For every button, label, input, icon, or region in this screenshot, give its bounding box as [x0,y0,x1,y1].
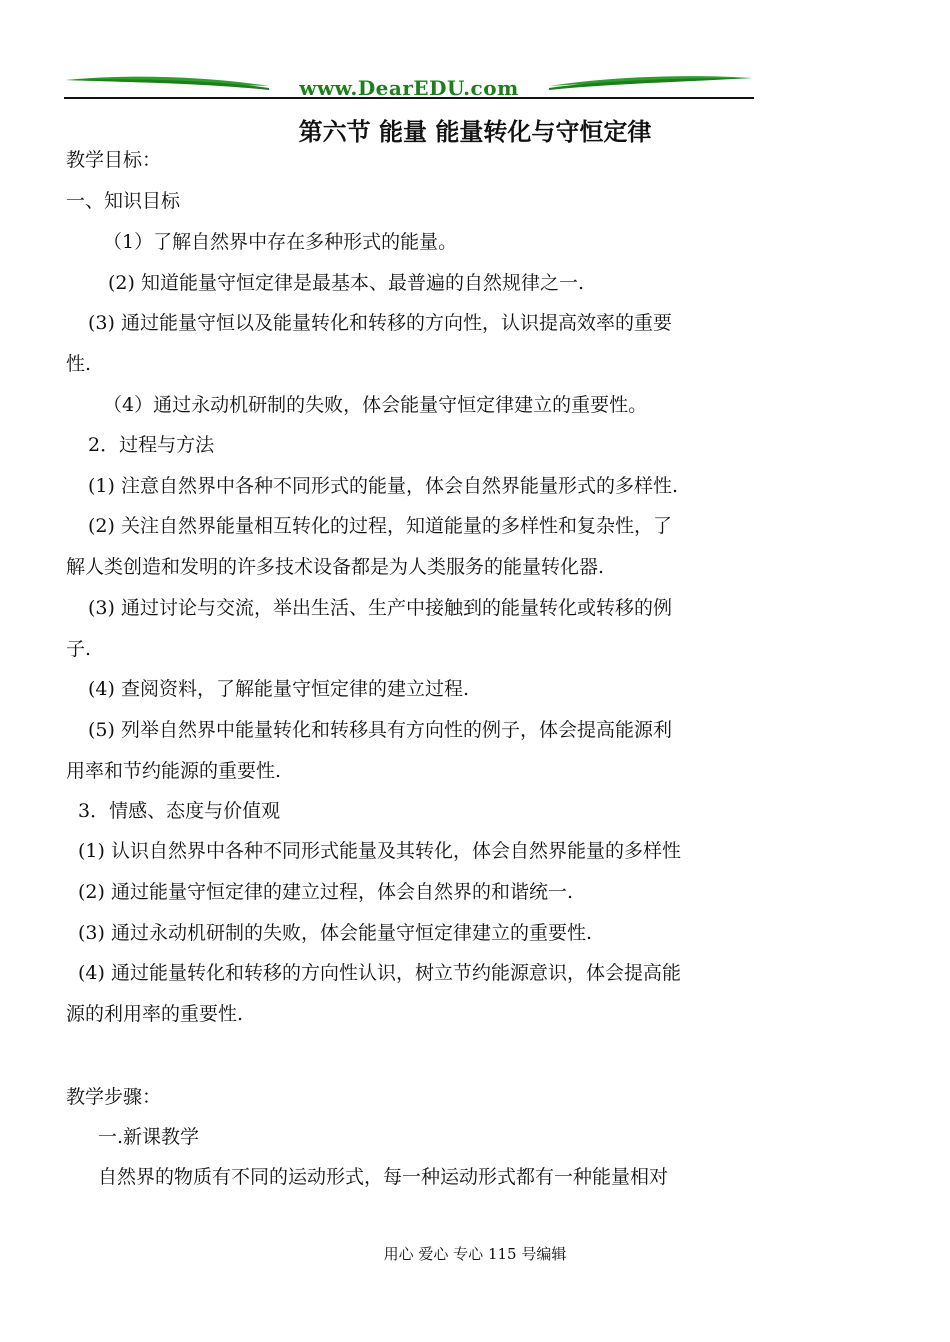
paragraph: (4) 通过能量转化和转移的方向性认识，树立节约能源意识，体会提高能 [78,962,681,984]
section-heading-steps: 教学步骤： [66,1086,162,1108]
page-title: 第六节 能量 能量转化与守恒定律 [298,117,652,146]
paragraph: (2) 关注自然界能量相互转化的过程，知道能量的多样性和复杂性，了 [88,515,672,537]
paragraph-continuation: 子. [66,638,92,660]
heading-new-lesson: 一.新课教学 [98,1126,200,1148]
site-logo-text: www.DearEDU.com [299,76,519,100]
header-divider [64,97,754,99]
paragraph: (3) 通过永动机研制的失败，体会能量守恒定律建立的重要性. [78,922,592,944]
paragraph-continuation: 性. [66,353,92,375]
paragraph: （4）通过永动机研制的失败，体会能量守恒定律建立的重要性。 [103,394,648,416]
paragraph-continuation: 解人类创造和发明的许多技术设备都是为人类服务的能量转化器. [66,556,605,578]
paragraph: 自然界的物质有不同的运动形式，每一种运动形式都有一种能量相对 [98,1166,669,1188]
section-heading-objectives: 教学目标： [66,149,162,171]
paragraph: (3) 通过能量守恒以及能量转化和转移的方向性，认识提高效率的重要 [88,312,672,334]
paragraph: (1) 注意自然界中各种不同形式的能量，体会自然界能量形式的多样性. [88,475,678,497]
paragraph: (4) 查阅资料，了解能量守恒定律的建立过程. [88,678,469,700]
page-footer: 用心 爱心 专心 115 号编辑 [383,1245,567,1263]
paragraph: (1) 认识自然界中各种不同形式能量及其转化，体会自然界能量的多样性 [78,840,681,862]
heading-process-methods: 2．过程与方法 [88,434,215,456]
paragraph: (2) 通过能量守恒定律的建立过程，体会自然界的和谐统一. [78,881,573,903]
paragraph-continuation: 源的利用率的重要性. [66,1003,244,1025]
heading-knowledge-goals: 一、知识目标 [66,190,181,212]
paragraph: （1）了解自然界中存在多种形式的能量。 [103,231,458,253]
paragraph: (3) 通过讨论与交流，举出生活、生产中接触到的能量转化或转移的例 [88,597,672,619]
heading-emotion-values: 3．情感、态度与价值观 [78,800,281,822]
paragraph-continuation: 用率和节约能源的重要性. [66,760,282,782]
paragraph: (5) 列举自然界中能量转化和转移具有方向性的例子，体会提高能源利 [88,719,672,741]
paragraph: (2) 知道能量守恒定律是最基本、最普遍的自然规律之一. [108,272,584,294]
